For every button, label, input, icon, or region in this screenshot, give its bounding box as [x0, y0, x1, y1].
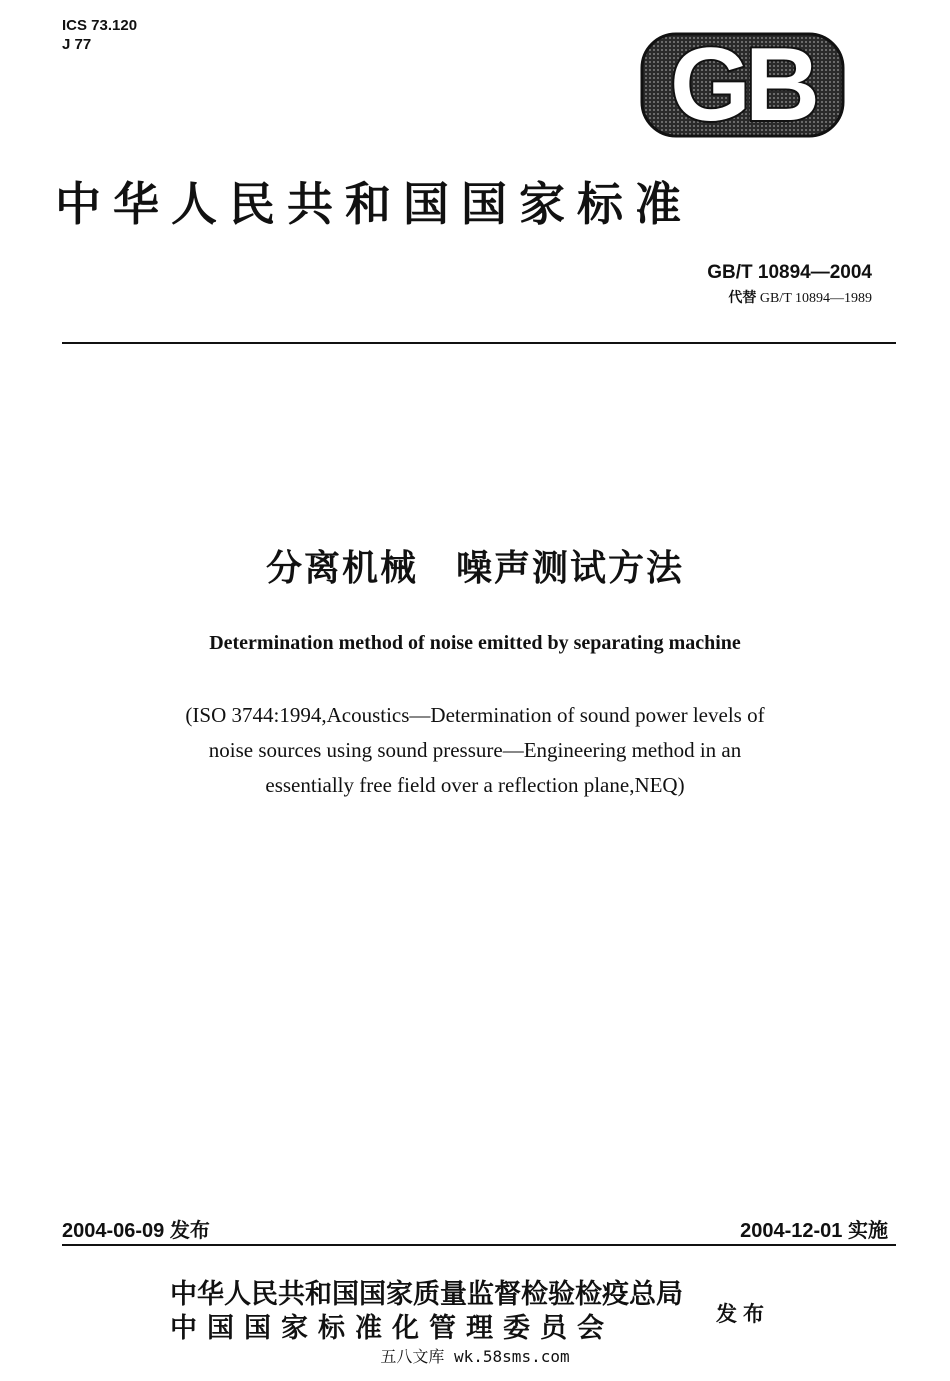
bottom-divider: [62, 1244, 896, 1246]
classification-codes: [62, 16, 137, 54]
standard-title: 中华人民共和国国家标准: [55, 177, 693, 231]
publish-date: 2004-06-09 发布: [62, 1220, 210, 1242]
watermark: 五八文库 wk.58sms.com: [380, 1347, 570, 1366]
iso-reference-line: (ISO 3744:1994,Acoustics—Determination of sound power levels of: [185, 703, 765, 727]
logo-text: GB: [670, 32, 814, 138]
issuer-line-2: 中国国家标准化管理委员会: [170, 1313, 614, 1344]
implement-date: 2004-12-01 实施: [740, 1220, 888, 1242]
gb-logo: [640, 32, 845, 138]
top-divider: [62, 342, 896, 344]
replaces-number: GB/T 10894—1989: [759, 291, 872, 306]
replaces-line: [728, 287, 872, 307]
issuer-line-1: 中华人民共和国国家质量监督检验检疫总局: [170, 1279, 683, 1310]
issuing-authorities: [170, 1278, 683, 1346]
iso-reference-line: essentially free field over a reflection plane,NEQ): [265, 773, 685, 797]
ics-code: ICS 73.120: [62, 17, 138, 34]
iso-reference-line: noise sources using sound pressure—Engineering method in an: [208, 738, 742, 762]
issue-label: 发布: [716, 1302, 770, 1326]
standard-number: GB/T 10894—2004: [707, 262, 872, 283]
iso-reference: [90, 698, 860, 803]
replaces-prefix: 代替: [728, 290, 757, 306]
document-title-en: Determination method of noise emitted by separating machine: [209, 632, 741, 654]
ccs-code: J 77: [62, 36, 92, 53]
document-title-cn: 分离机械 噪声测试方法: [265, 548, 684, 589]
